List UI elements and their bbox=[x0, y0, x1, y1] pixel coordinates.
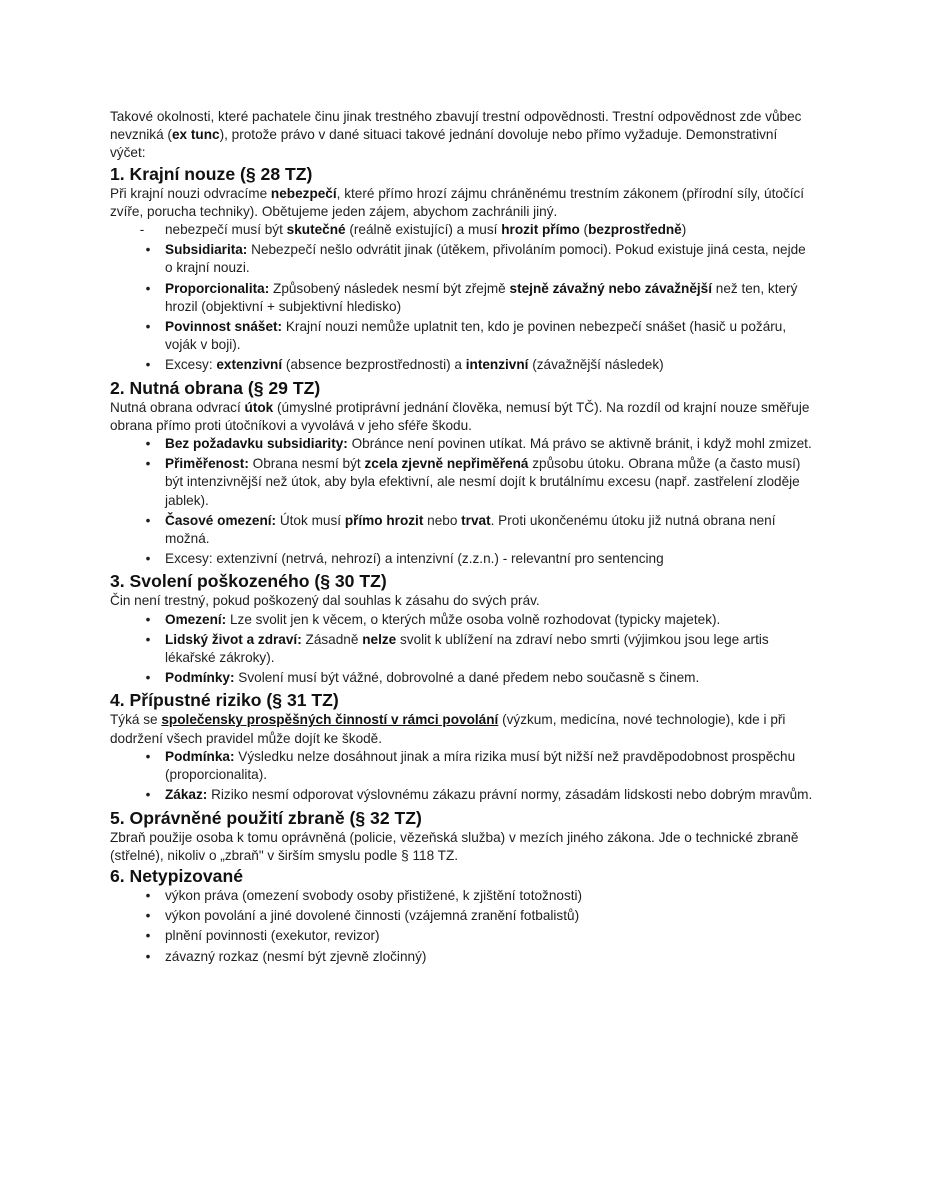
list-item bbox=[110, 435, 815, 453]
list-item bbox=[110, 748, 815, 784]
bold-term: Podmínky: bbox=[165, 670, 235, 686]
text: . Proti ukončenému útoku již nutná obrana není možná. bbox=[165, 512, 776, 547]
bullet-marker: • bbox=[145, 357, 151, 373]
text: výkon povolání a jiné dovolené činnosti (vzájemná zranění fotbalistů) bbox=[165, 908, 580, 924]
section-heading-pripustne-riziko: 4. Přípustné riziko (§ 31 TZ) bbox=[110, 690, 339, 711]
bullet-marker: • bbox=[145, 280, 151, 296]
text: (absence bezprostřednosti) a bbox=[282, 357, 466, 373]
section-paragraph bbox=[110, 711, 815, 747]
bold-term: Omezení: bbox=[165, 611, 227, 627]
bold-term: Zákaz: bbox=[165, 787, 208, 803]
section-paragraph: Čin není trestný, pokud poškozený dal souhlas k zásahu do svých práv. bbox=[110, 593, 540, 609]
bold-term: bezprostředně bbox=[588, 222, 682, 238]
text: ( bbox=[579, 222, 589, 238]
bold-term: trvat bbox=[461, 512, 491, 528]
bullet-marker: • bbox=[145, 242, 151, 258]
list-item bbox=[110, 241, 815, 277]
text: ), protože právo v dané situaci takové jednání dovoluje nebo přímo vyžaduje. Demonstrativní výčet: bbox=[110, 127, 778, 161]
section-heading-netypizovane: 6. Netypizované bbox=[110, 865, 243, 886]
text: Svolení musí být vážné, dobrovolné a dané předem nebo současně s činem. bbox=[234, 670, 700, 686]
text: plnění povinnosti (exekutor, revizor) bbox=[165, 928, 380, 944]
text: Obrana nesmí být bbox=[248, 456, 365, 472]
text: Excesy: extenzivní (netrvá, nehrozí) a intenzivní (z.z.n.) - relevantní pro sentencing bbox=[165, 551, 664, 567]
bold-term: Povinnost snášet: bbox=[165, 319, 283, 335]
bold-term: ex tunc bbox=[171, 127, 220, 143]
list-item bbox=[110, 280, 815, 316]
text: Výsledku nelze dosáhnout jinak a míra rizika musí být nižší než pravděpodobnost prospěchu (proporcionalita). bbox=[165, 748, 796, 783]
bold-term: Proporcionalita: bbox=[165, 280, 270, 296]
bold-term: Přiměřenost: bbox=[165, 456, 249, 472]
bullet-marker: • bbox=[145, 928, 151, 944]
bullet-list bbox=[110, 221, 815, 375]
bold-term: Lidský život a zdraví: bbox=[165, 631, 302, 647]
text: závazný rozkaz (nesmí být zjevně zločinný) bbox=[165, 948, 427, 964]
text: (reálně existující) a musí bbox=[345, 222, 502, 238]
text: Takové okolnosti, které pachatele činu jinak trestného zbavují trestní odpovědnosti. Trestní odpovědnost zde vůbec nevzniká ( bbox=[110, 109, 802, 143]
text: Útok musí bbox=[276, 512, 345, 528]
list-item bbox=[110, 512, 815, 548]
dash-marker: - bbox=[139, 222, 145, 238]
bullet-marker: • bbox=[145, 611, 151, 627]
text: Obránce není povinen utíkat. Má právo se aktivně bránit, i když mohl zmizet. bbox=[347, 436, 812, 452]
text: Krajní nouzi nemůže uplatnit ten, kdo je povinen nebezpečí snášet (hasič u požáru, voják v boji). bbox=[165, 319, 787, 353]
bullet-marker: • bbox=[145, 748, 151, 764]
text: Zásadně bbox=[301, 631, 363, 647]
bold-term: přímo hrozit bbox=[344, 512, 424, 528]
text: Lze svolit jen k věcem, o kterých může osoba volně rozhodovat (typicky majetek). bbox=[226, 611, 721, 627]
bullet-marker: • bbox=[145, 551, 151, 567]
bullet-marker: • bbox=[145, 456, 151, 472]
intro-paragraph bbox=[110, 108, 815, 163]
bullet-marker: • bbox=[145, 512, 151, 528]
list-item bbox=[110, 221, 815, 239]
text: Týká se bbox=[110, 712, 162, 728]
list-item bbox=[110, 611, 815, 629]
bold-term: skutečné bbox=[286, 222, 346, 238]
bullet-list bbox=[110, 887, 815, 966]
bullet-marker: • bbox=[145, 319, 151, 335]
bold-term: Bez požadavku subsidiarity: bbox=[165, 436, 348, 452]
text: ) bbox=[681, 222, 687, 238]
list-item bbox=[110, 786, 815, 804]
list-item bbox=[110, 927, 815, 945]
section-heading-nutna-obrana: 2. Nutná obrana (§ 29 TZ) bbox=[110, 377, 321, 398]
bullet-marker: • bbox=[145, 436, 151, 452]
bullet-list bbox=[110, 748, 815, 805]
section-heading-svoleni-poskozeneho: 3. Svolení poškozeného (§ 30 TZ) bbox=[110, 571, 387, 592]
document-page bbox=[110, 108, 815, 968]
list-item bbox=[110, 356, 815, 374]
bold-term: nelze bbox=[362, 631, 397, 647]
list-item bbox=[110, 948, 815, 966]
text: Při krajní nouzi odvracíme bbox=[110, 185, 271, 201]
text: Riziko nesmí odporovat výslovnému zákazu právní normy, zásadám lidskosti nebo dobrým mravům. bbox=[207, 787, 813, 803]
section-paragraph bbox=[110, 399, 815, 435]
text: nebo bbox=[423, 512, 462, 528]
bold-term: stejně závažný nebo závažnější bbox=[509, 280, 712, 296]
text: Nebezpečí nešlo odvrátit jinak (útěkem, přivoláním pomoci). Pokud existuje jiná cesta, nejde o krajní nouzi. bbox=[165, 242, 806, 276]
section-heading-krajni-nouze: 1. Krajní nouze (§ 28 TZ) bbox=[110, 163, 313, 184]
bullet-marker: • bbox=[145, 948, 151, 964]
section-heading-opravnene-pouziti-zbrane: 5. Oprávněné použití zbraně (§ 32 TZ) bbox=[110, 807, 422, 828]
bullet-marker: • bbox=[145, 670, 151, 686]
section-paragraph: Zbraň použije osoba k tomu oprávněná (policie, vězeňská služba) v mezích jiného zákona. Jde o technické zbraně (střelné), nikoliv o „zbraň" v širším smyslu podle § 118 TZ. bbox=[110, 829, 799, 863]
bullet-marker: • bbox=[145, 631, 151, 647]
list-item bbox=[110, 631, 815, 667]
text: Excesy: bbox=[165, 357, 217, 373]
text: , které přímo hrozí zájmu chráněnému trestním zákonem (přírodní síly, útočící zvíře, porucha techniky). Obětujeme jeden zájem, abychom zachránili jiný. bbox=[110, 185, 805, 219]
list-item bbox=[110, 318, 815, 354]
bold-term: Podmínka: bbox=[165, 748, 235, 764]
list-item bbox=[110, 550, 815, 568]
text: svolit k ublížení na zdraví nebo smrti (výjimkou jsou lege artis lékařské zákroky). bbox=[165, 631, 769, 666]
bold-term: Časové omezení: bbox=[165, 512, 277, 528]
bold-term: zcela zjevně nepřiměřená bbox=[364, 456, 529, 472]
text: způsobu útoku. Obrana může (a často musí) být intenzivnější než útok, aby byla efektivní, ale nesmí dojít k brutálnímu excesu (např. zastřelení zloděje jablek). bbox=[165, 456, 801, 508]
bullet-list bbox=[110, 611, 815, 688]
text: nebezpečí musí být bbox=[165, 222, 287, 238]
bold-term: hrozit přímo bbox=[501, 222, 580, 238]
text: Nutná obrana odvrací bbox=[110, 399, 245, 415]
list-item bbox=[110, 669, 815, 687]
bold-term: intenzivní bbox=[465, 357, 529, 373]
bold-term: Subsidiarita: bbox=[165, 242, 248, 258]
list-item bbox=[110, 887, 815, 905]
text: (závažnější následek) bbox=[528, 357, 664, 373]
text: Způsobený následek nesmí být zřejmě bbox=[269, 280, 510, 296]
list-item bbox=[110, 455, 815, 510]
bullet-marker: • bbox=[145, 908, 151, 924]
bold-term: útok bbox=[244, 399, 274, 415]
underlined-term: společensky prospěšných činností v rámci povolání bbox=[161, 712, 499, 728]
section-paragraph bbox=[110, 185, 815, 221]
bold-term: nebezpečí bbox=[270, 185, 337, 201]
text: než ten, který hrozil (objektivní + subjektivní hledisko) bbox=[165, 280, 798, 314]
bullet-list bbox=[110, 435, 815, 568]
list-item bbox=[110, 907, 815, 925]
text: (úmyslné protiprávní jednání člověka, nemusí být TČ). Na rozdíl od krajní nouze směřuje obrana přímo proti útočníkovi a vyvolává v jeho sféře škodu. bbox=[110, 399, 810, 433]
text: výkon práva (omezení svobody osoby přistižené, k zjištění totožnosti) bbox=[165, 887, 583, 903]
text: (výzkum, medicína, nové technologie), kde i při dodržení všech pravidel může dojít ke škodě. bbox=[110, 712, 786, 746]
bullet-marker: • bbox=[145, 887, 151, 903]
bullet-marker: • bbox=[145, 787, 151, 803]
bold-term: extenzivní bbox=[216, 357, 283, 373]
